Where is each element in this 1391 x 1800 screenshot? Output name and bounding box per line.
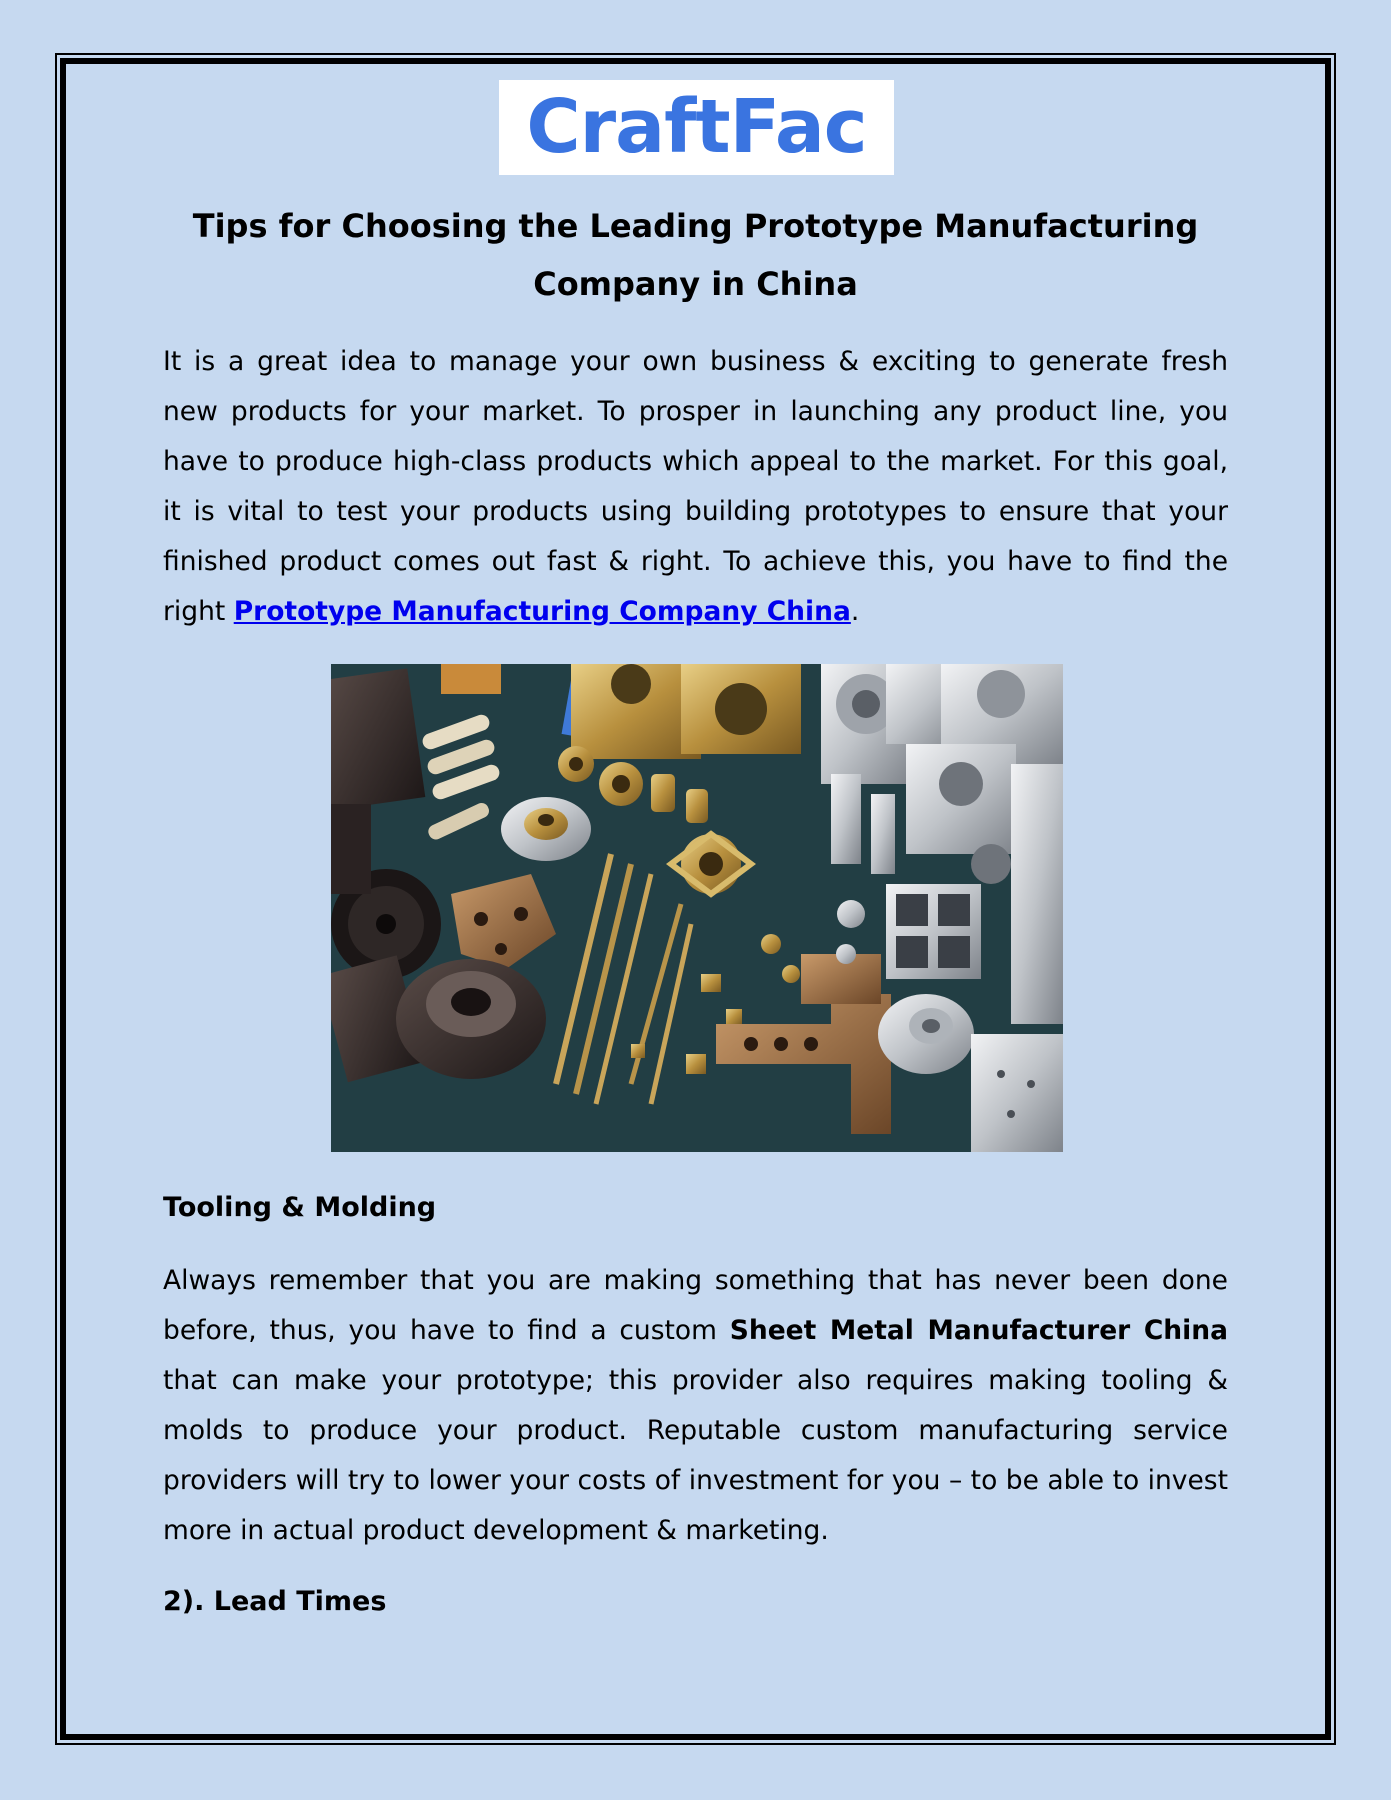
intro-text-end: .	[850, 596, 860, 627]
tooling-text-end: that can make your prototype; this provider also requires making tooling & molds to produce your product. Reputable custom manufacturing service providers will try to lower your costs of investment for you – to be able to invest more in actual product development & marketing.	[163, 1365, 1228, 1546]
tooling-paragraph	[163, 1256, 1228, 1556]
sheet-metal-manufacturer-bold: Sheet Metal Manufacturer China	[729, 1315, 1228, 1346]
logo-text: CraftFac	[526, 83, 867, 170]
tooling-text: Always remember that you are making something that has never been done before, thus, you have to find a custom	[163, 1265, 1228, 1346]
prototype-manufacturing-link[interactable]: Prototype Manufacturing Company China	[233, 596, 851, 627]
section-heading-lead-times: 2). Lead Times	[163, 1586, 387, 1617]
intro-paragraph	[163, 337, 1228, 637]
section-heading-tooling-molding: Tooling & Molding	[163, 1192, 437, 1223]
machined-parts-photo	[331, 664, 1063, 1152]
machined-parts-illustration	[331, 664, 1063, 1152]
craftfac-logo	[499, 80, 894, 175]
intro-text: It is a great idea to manage your own business & exciting to generate fresh new products for your market. To prosper in launching any product line, you have to produce high-class products which appeal to the market. For this goal, it is vital to test your products using building prototypes to ensure that your finished product comes out fast & right. To achieve this, you have to find the right	[163, 346, 1228, 627]
page-title: Tips for Choosing the Leading Prototype Manufacturing Company in China	[192, 207, 1199, 303]
